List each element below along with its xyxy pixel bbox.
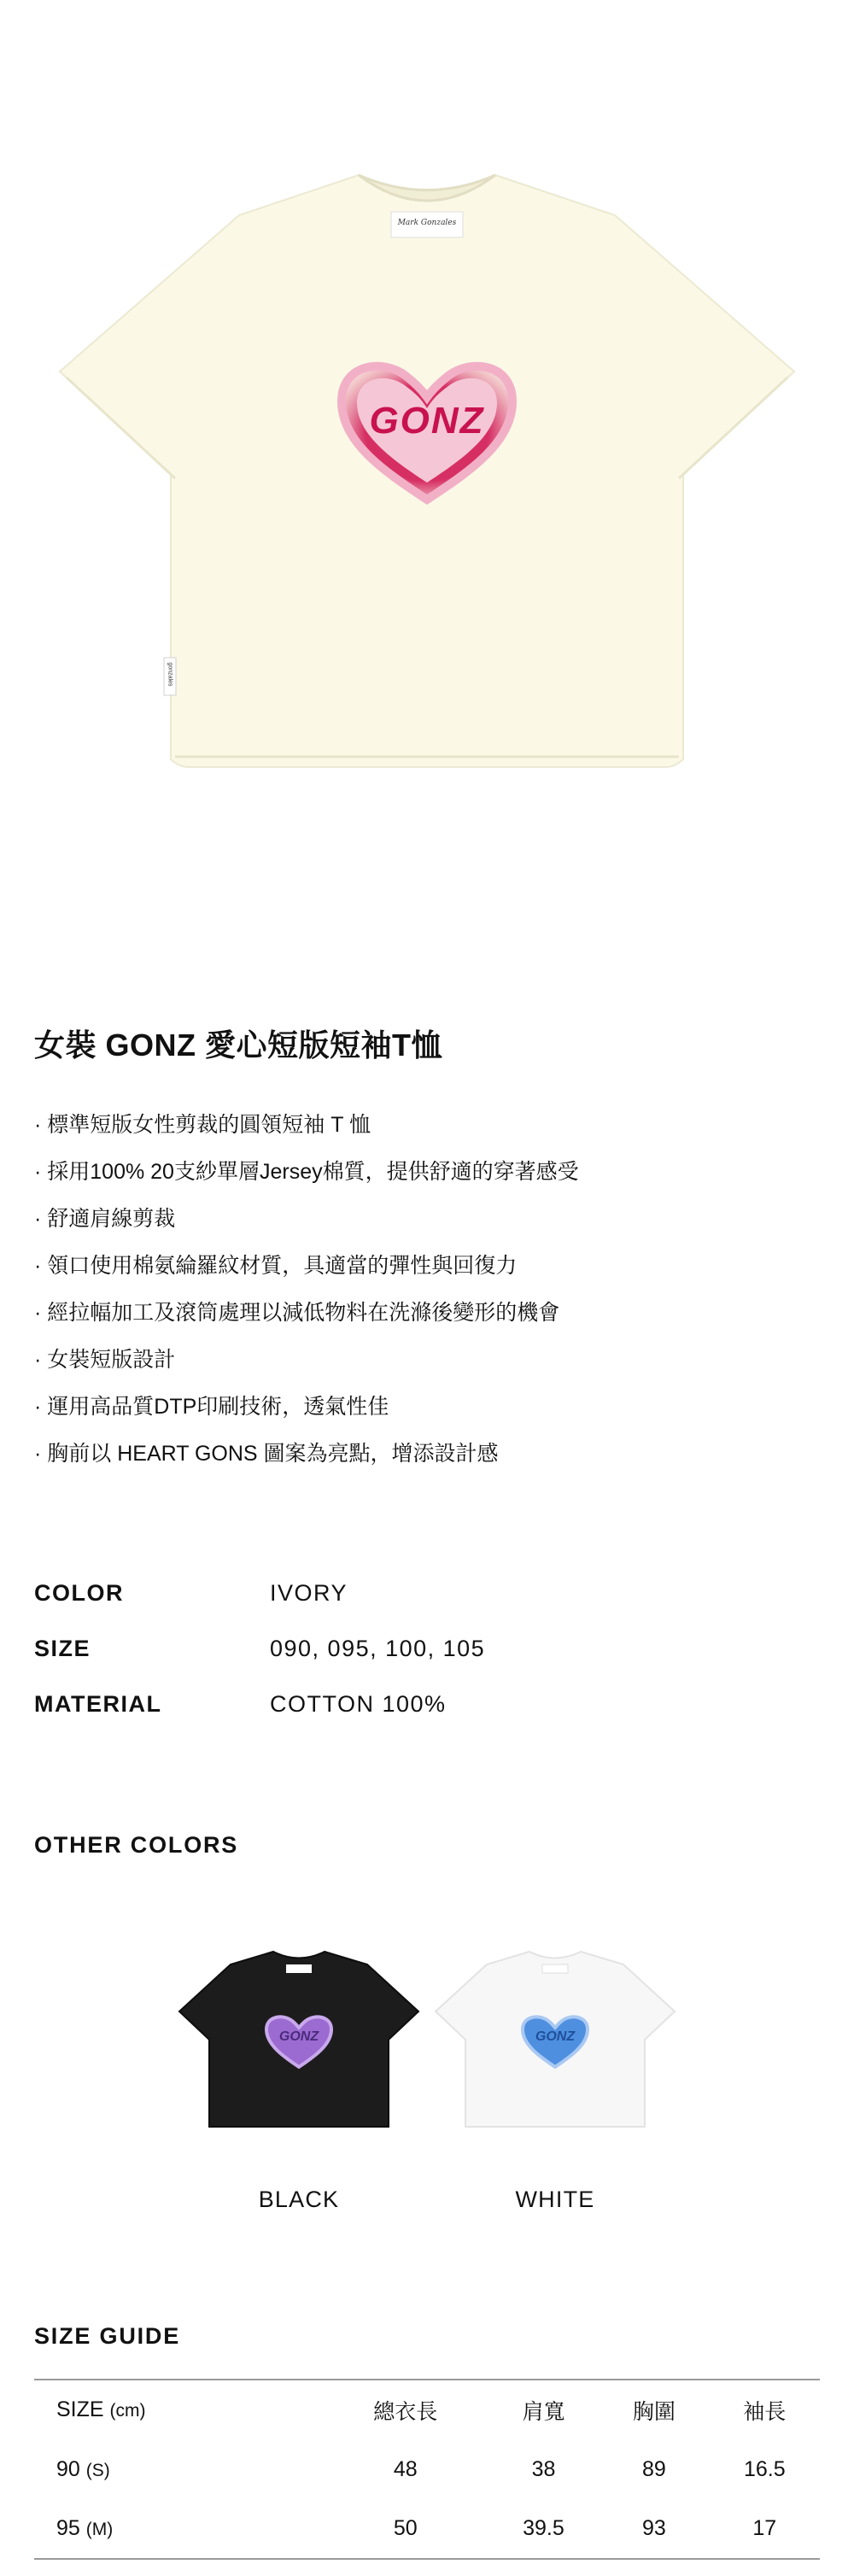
color-swatch-white[interactable] [427,1939,683,2144]
side-tag-text: gonzales [167,662,173,687]
spec-value: COTTON 100% [270,1691,447,1717]
column-header-length: 總衣長 [373,2399,438,2424]
color-label-black[interactable]: BLACK [258,2187,340,2212]
feature-item: · 舒適肩線剪裁 [34,1207,176,1231]
spec-key: COLOR [34,1580,124,1606]
ivory-tshirt-image [0,0,854,888]
other-colors-heading: OTHER COLORS [34,1832,239,1858]
table-cell: 50 [393,2516,418,2540]
spec-row-color [34,1580,820,1606]
spec-row-size [34,1636,820,1661]
feature-item: · 胸前以 HEART GONS 圖案為亮點，增添設計感 [34,1442,499,1466]
feature-item: · 採用100% 20支紗單層Jersey棉質，提供舒適的穿著感受 [34,1160,579,1184]
spec-value: IVORY [270,1580,348,1606]
swatch-print-text: GONZ [535,2029,576,2044]
heart-print-text: GONZ [369,400,485,442]
product-hero-image [0,0,854,888]
feature-item: · 標準短版女性剪裁的圓領短袖 T 恤 [34,1113,371,1137]
table-header-row [34,2380,820,2439]
table-cell: 89 [641,2456,666,2481]
spec-key: SIZE [34,1636,91,1661]
table-cell: 93 [641,2516,666,2540]
product-title: 女裝 GONZ 愛心短版短袖T恤 [34,1027,442,1063]
table-row [34,2439,820,2499]
table-cell: 16.5 [743,2456,786,2481]
color-swatch-black[interactable] [171,1939,427,2144]
column-header-sleeve: 袖長 [743,2399,787,2424]
table-cell: 48 [393,2456,418,2481]
size-cell: 90 (S) [56,2456,110,2481]
neck-label-text: Mark Gonzales [397,219,457,227]
size-cell: 95 (M) [56,2516,114,2540]
table-cell: 38 [531,2456,556,2481]
spec-row-material [34,1691,820,1717]
size-guide-table [34,2379,820,2560]
feature-item: · 領口使用棉氨綸羅紋材質，具適當的彈性與回復力 [34,1254,518,1278]
size-guide-heading: SIZE GUIDE [34,2323,181,2349]
swatch-print-text: GONZ [278,2029,319,2044]
feature-item: · 經拉幅加工及滾筒處理以減低物料在洗滌後變形的機會 [34,1301,560,1325]
table-row [34,2499,820,2559]
column-header-shoulder: 肩寬 [522,2399,565,2424]
table-cell: 17 [752,2516,777,2540]
spec-value: 090, 095, 100, 105 [270,1636,486,1661]
color-label-white[interactable]: WHITE [515,2187,595,2212]
feature-list [34,1102,579,1478]
spec-key: MATERIAL [34,1691,162,1717]
column-header-size: SIZE (cm) [56,2397,146,2421]
table-cell: 39.5 [523,2516,564,2540]
feature-item: · 女裝短版設計 [34,1348,176,1372]
column-header-chest: 胸圍 [632,2399,676,2424]
feature-item: · 運用高品質DTP印刷技術，透氣性佳 [34,1395,389,1419]
